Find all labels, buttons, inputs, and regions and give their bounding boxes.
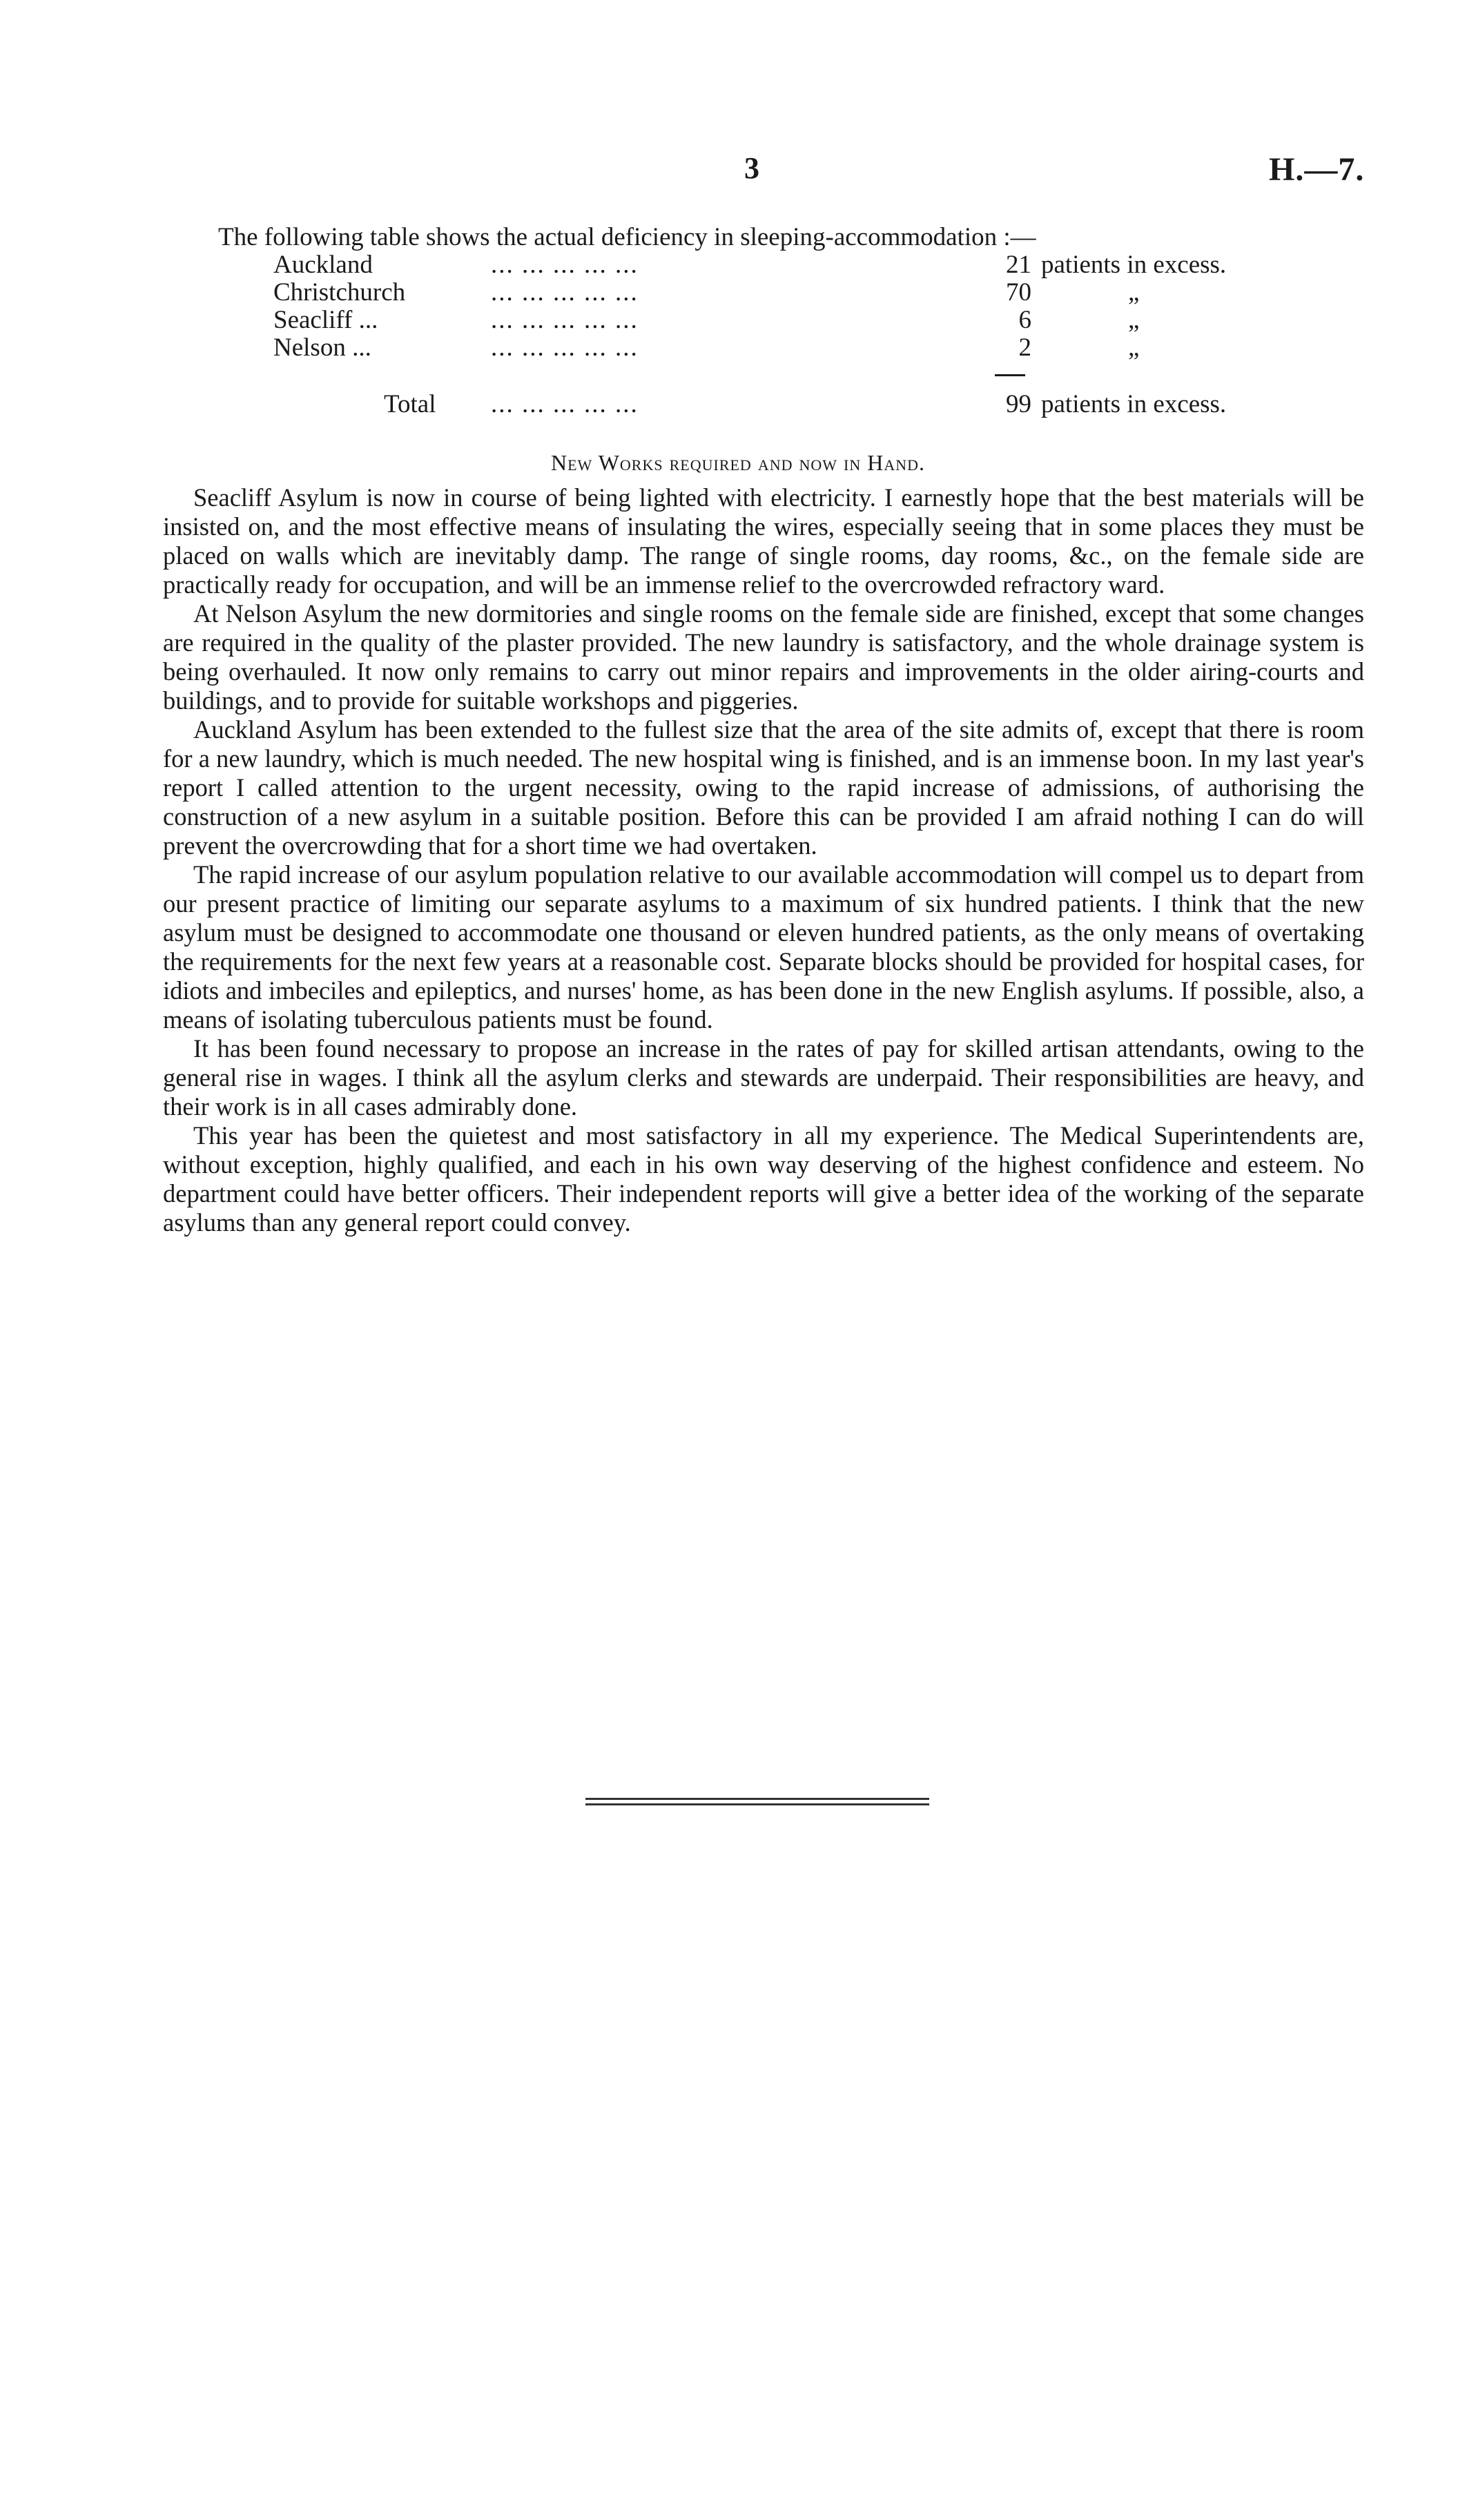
patient-count: 70 bbox=[1006, 278, 1031, 307]
place-name: Auckland bbox=[273, 251, 373, 279]
ditto-mark: „ bbox=[1128, 333, 1140, 362]
patient-count: 6 bbox=[1018, 306, 1031, 334]
paragraph: The rapid increase of our asylum population relative to our available accommodation will compel us to depart from our present practice of limiting our separate asylums to a maximum of six hundred patients. I think that the new asylum must be designed to accommodate one thousand or eleven hundred patients, as the only means of overtaking the requirements for the next few years at a reasonable cost. Separate blocks should be provided for hospital cases, for idiots and imbeciles and epileptics, and nurses' home, as has been done in the new English asylums. If possible, also, a means of isolating tuberculous patients must be found. bbox=[163, 860, 1364, 1034]
sum-rule bbox=[995, 374, 1025, 376]
leader-dots: ... ... ... ... ... bbox=[491, 390, 639, 418]
leader-dots: ... ... ... ... ... bbox=[491, 333, 639, 362]
total-count: 99 bbox=[1006, 390, 1031, 418]
ditto-mark: „ bbox=[1128, 306, 1140, 334]
leader-dots: ... ... ... ... ... bbox=[491, 306, 639, 334]
rule-line bbox=[585, 1798, 929, 1800]
page-number: 3 bbox=[744, 151, 759, 185]
place-name: Seacliff ... bbox=[273, 306, 378, 334]
unit-label: patients in excess. bbox=[1041, 251, 1227, 279]
paragraph: At Nelson Asylum the new dormitories and single rooms on the female side are finished, except that some changes are required in the quality of the plaster provided. The new laundry is satisfactory, and the whole drainage system is being overhauled. It now only remains to carry out minor repairs and improvements in the older airing-courts and buildings, and to provide for suitable workshops and piggeries. bbox=[163, 599, 1364, 715]
place-name: Christchurch bbox=[273, 278, 406, 307]
ditto-mark: „ bbox=[1128, 278, 1140, 307]
closing-rule bbox=[585, 1798, 929, 1809]
patient-count: 2 bbox=[1018, 333, 1031, 362]
paragraph: This year has been the quietest and most satisfactory in all my experience. The Medical Superintendents are, without exception, highly qualified, and each in his own way deserving of the highest confidence and esteem. No department could have better officers. Their independent reports will give a better idea of the working of the separate asylums than any general report could convey. bbox=[163, 1121, 1364, 1237]
place-name: Nelson ... bbox=[273, 333, 371, 362]
table-intro: The following table shows the actual deficiency in sleeping-accommodation :— bbox=[218, 223, 1036, 251]
unit-label: patients in excess. bbox=[1041, 390, 1227, 418]
total-row bbox=[384, 389, 1281, 417]
paragraph: It has been found necessary to propose an increase in the rates of pay for skilled artisan attendants, owing to the general rise in wages. I think all the asylum clerks and stewards are underpaid. Their responsibilities are heavy, and their work is in all cases admirably done. bbox=[163, 1034, 1364, 1121]
leader-dots: ... ... ... ... ... bbox=[491, 251, 639, 279]
leader-dots: ... ... ... ... ... bbox=[491, 278, 639, 307]
patient-count: 21 bbox=[1006, 251, 1031, 279]
report-body bbox=[163, 483, 1364, 1237]
rule-line bbox=[585, 1803, 929, 1805]
total-label: Total bbox=[384, 390, 436, 418]
report-code: H.—7. bbox=[1269, 151, 1365, 188]
section-heading: New Works required and now in Hand. bbox=[550, 450, 926, 475]
paragraph: Auckland Asylum has been extended to the fullest size that the area of the site admits of, except that there is room for a new laundry, which is much needed. The new hospital wing is finished, and is an immense boon. In my last year's report I called attention to the urgent necessity, owing to the rapid increase of admissions, of authorising the construction of a new asylum in a suitable position. Before this can be provided I am afraid nothing I can do will prevent the overcrowding that for a short time we had overtaken. bbox=[163, 715, 1364, 860]
paragraph: Seacliff Asylum is now in course of being lighted with electricity. I earnestly hope that the best materials will be insisted on, and the most effective means of insulating the wires, especially seeing that in some places they must be placed on walls which are inevitably damp. The range of single rooms, day rooms, &c., on the female side are practically ready for occupation, and will be an immense relief to the overcrowded refractory ward. bbox=[163, 483, 1364, 599]
